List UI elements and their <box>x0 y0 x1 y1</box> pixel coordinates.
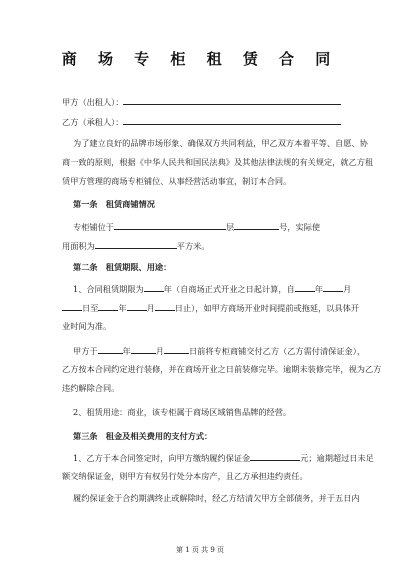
article-3-heading: 第三条 租金及相关费用的支付方式： <box>73 431 213 441</box>
party-a-label: 甲方（出租人）： <box>62 97 124 107</box>
article-2-line: 1、合同租赁期限为 年（自商场正式开业之日起计算，自 年 月 <box>73 284 352 294</box>
delivery-day-blank[interactable] <box>164 345 189 354</box>
preamble-line: 商一致的原则，根据《中华人民共和国民法典》及其他法律法规的有关规定，就乙方租 <box>62 157 374 167</box>
article-3-line: 额交纳保证金，则甲方有权另行处分本房产，且乙方承担违约责任。 <box>62 471 308 481</box>
article-2-line: 违约解除合同。 <box>62 383 120 393</box>
article-3-line: 履约保证金于合约期满终止或解除时，经乙方结清欠甲方全部债务，并于五日内 <box>73 493 360 503</box>
term-years-blank[interactable] <box>144 283 164 292</box>
party-a-blank[interactable] <box>123 96 341 105</box>
preamble-line: 赁甲方管理的商场专柜铺位、从事经营活动事宜，制订本合同。 <box>62 176 292 186</box>
party-b-line <box>62 116 362 128</box>
page-footer: 第 1 页 共 9 页 <box>175 546 225 554</box>
article-2-heading: 第二条 租赁期限、用途： <box>73 262 172 272</box>
article-1-heading: 第一条 租赁商铺情况 <box>73 199 155 209</box>
booth-number-blank[interactable] <box>234 221 279 230</box>
document-title: 商 场 专 柜 租 赁 合 同 <box>61 50 339 68</box>
party-b-blank[interactable] <box>123 116 341 125</box>
article-2-line: 业时间为准。 <box>62 321 112 331</box>
start-month-blank[interactable] <box>323 283 343 292</box>
article-2-line: 日至 年 月 日止），如甲方商场开业时间提前或拖延，以具体开 <box>62 302 362 314</box>
article-3-line: 1、乙方于本合同签定时，向甲方缴纳履约保证金 元；逾期超过日未足 <box>73 453 374 463</box>
article-2-line: 乙方按本合同约定进行装修，并在商场开业之日前装修完毕。逾期未装修完毕，视为乙方 <box>62 364 382 374</box>
party-b-label: 乙方（承租人）： <box>62 117 124 127</box>
deposit-blank[interactable] <box>250 452 300 461</box>
end-day-blank[interactable] <box>155 302 175 311</box>
end-month-blank[interactable] <box>127 302 147 311</box>
end-year-blank[interactable] <box>98 302 118 311</box>
article-1-line: 用面积为 平方米。 <box>62 241 210 251</box>
location-blank[interactable] <box>114 221 226 230</box>
area-blank[interactable] <box>95 240 177 249</box>
article-1-line: 专柜铺位于 层 号，实际使 <box>73 222 321 232</box>
start-day-blank[interactable] <box>62 302 82 311</box>
preamble-line: 为了建立良好的品牌市场形象、确保双方共同利益，甲乙双方本着平等、自愿、协 <box>73 138 368 148</box>
delivery-month-blank[interactable] <box>131 345 156 354</box>
start-year-blank[interactable] <box>295 283 315 292</box>
article-2-line: 2、租赁用途：商业，该专柜属于商场区域销售品牌的经营。 <box>73 407 292 417</box>
delivery-year-blank[interactable] <box>98 345 123 354</box>
party-a-line <box>62 96 362 108</box>
article-2-line: 甲方于 年 月 日前将专柜商铺交付乙方（乙方需付清保证金）， <box>73 346 366 356</box>
